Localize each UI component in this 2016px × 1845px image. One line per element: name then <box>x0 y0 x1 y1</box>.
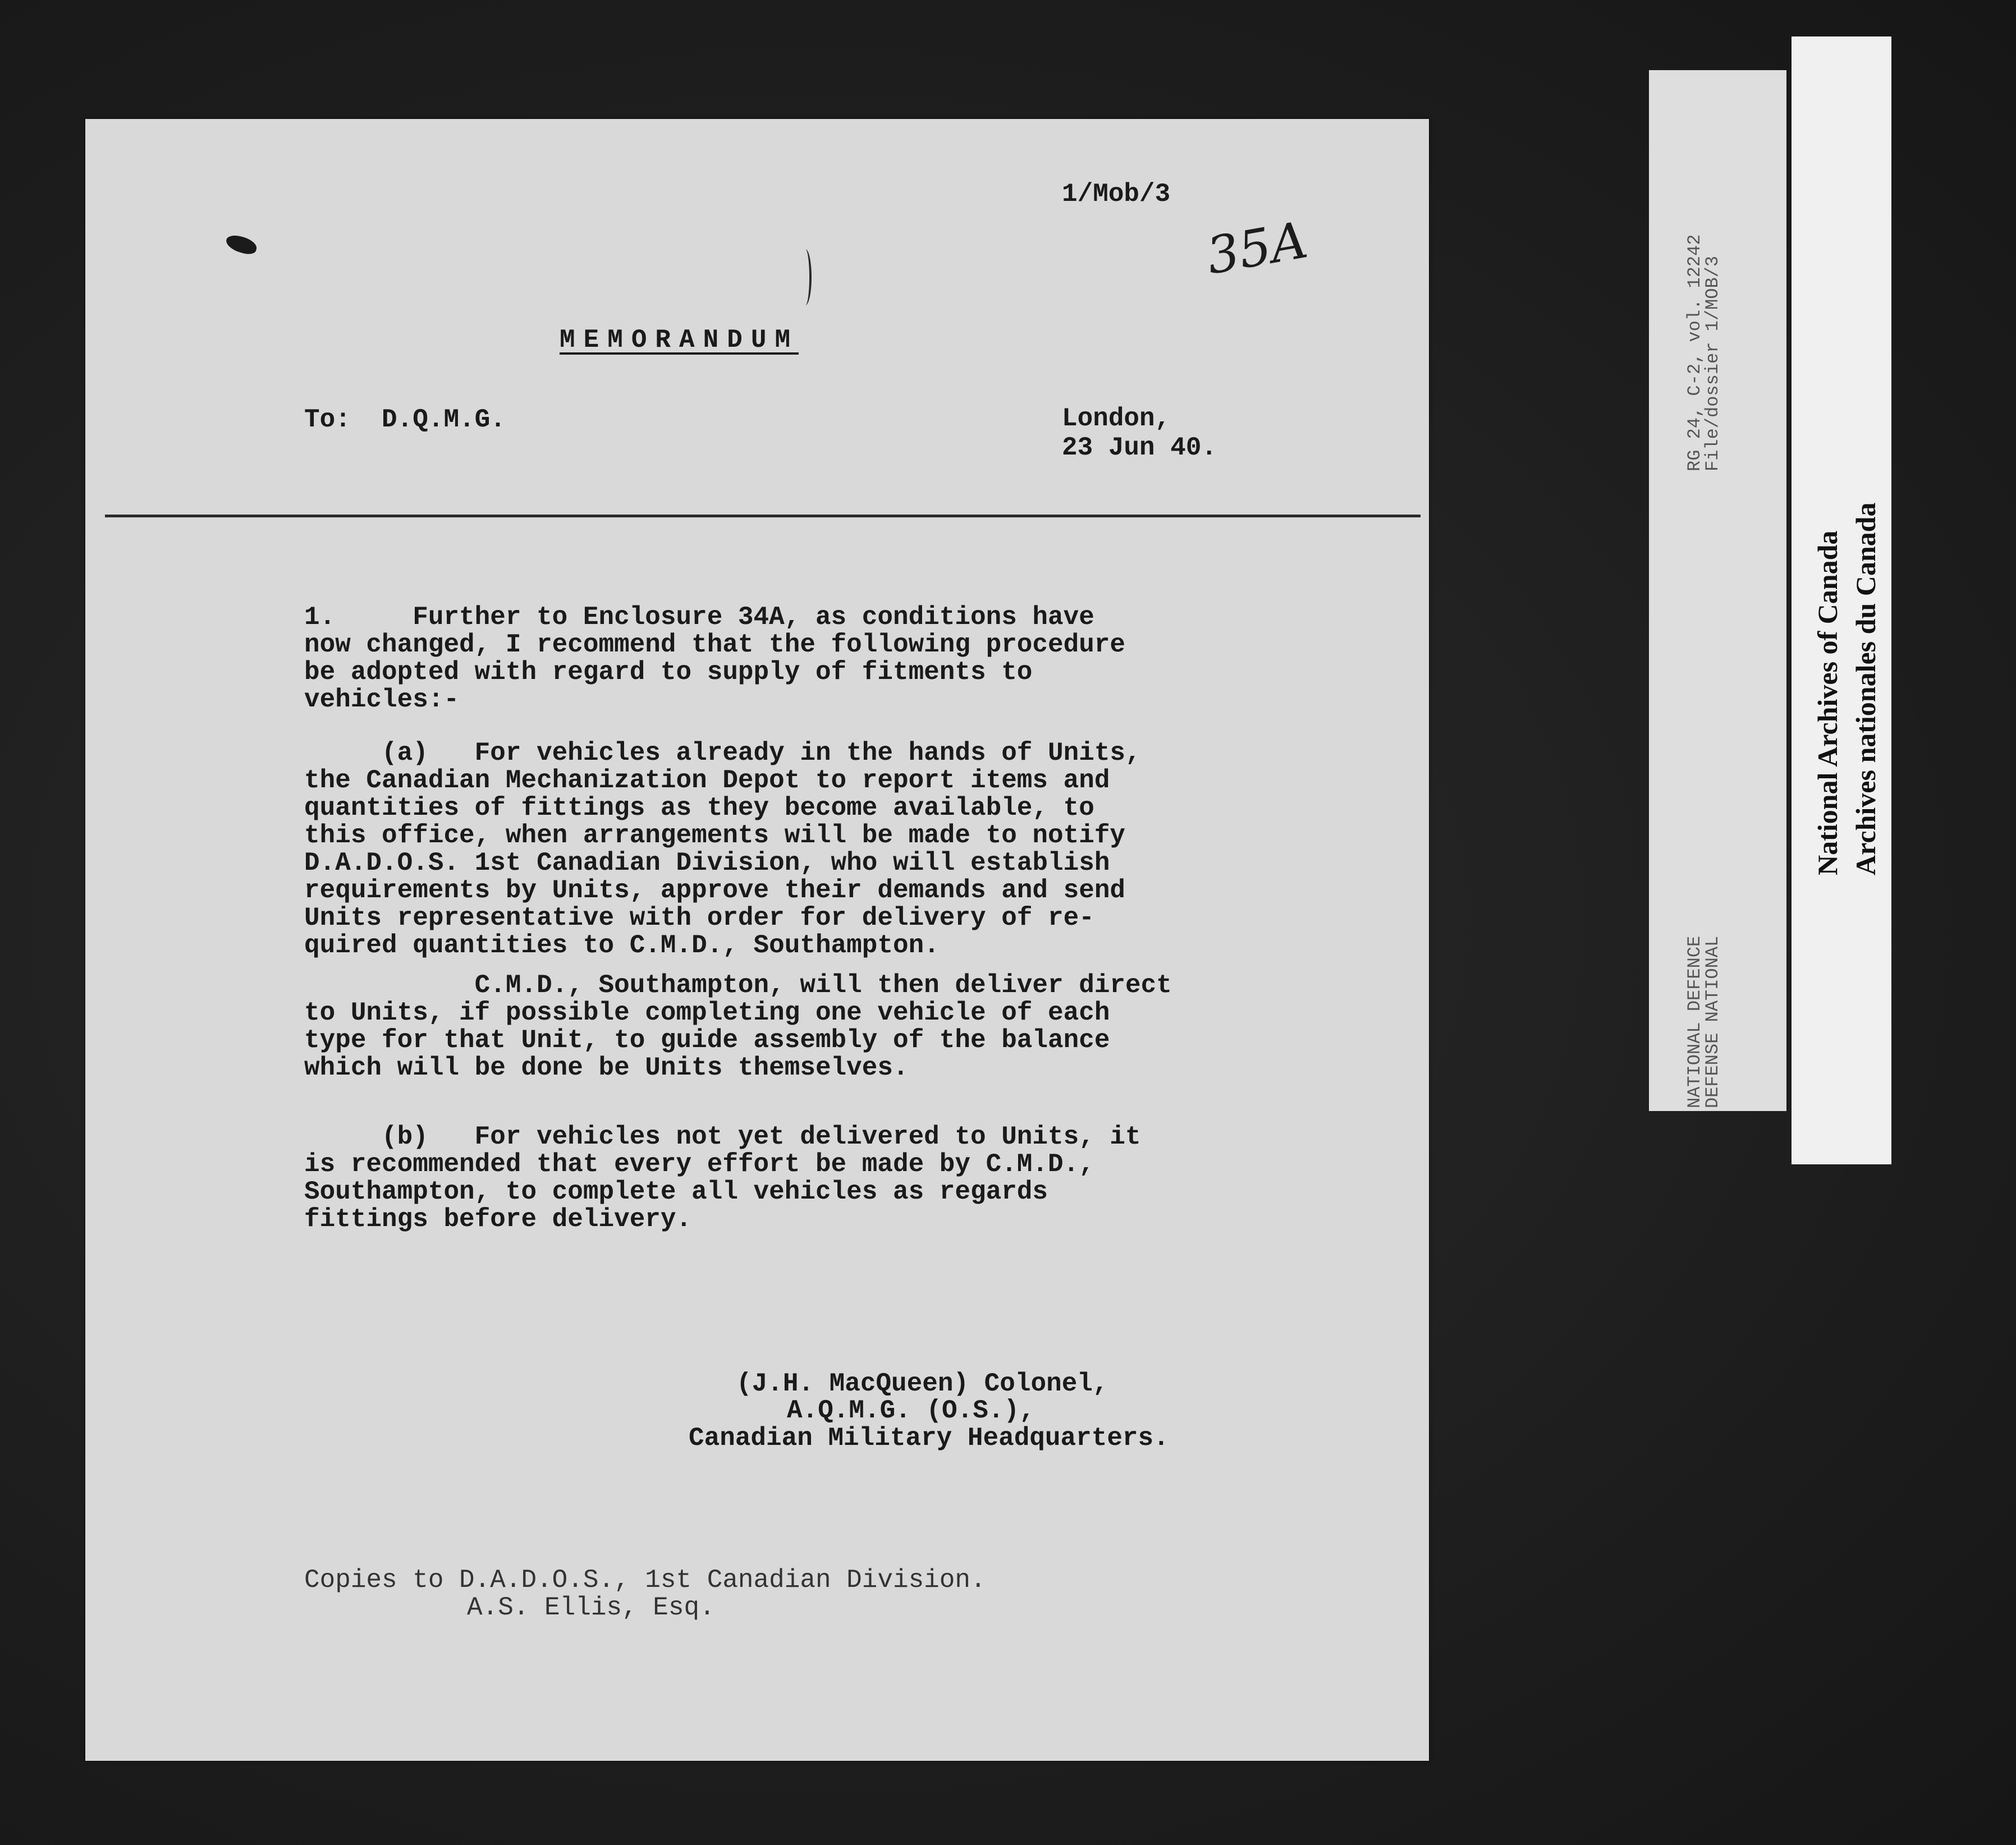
paragraph-1: 1. Further to Enclosure 34A, as conditions have now changed, I recommend that the following procedure be adopted with regard to supply of fitments to vehicles:- <box>304 603 1126 714</box>
ink-blot-mark <box>224 233 258 256</box>
addressee: To: D.Q.M.G. <box>304 405 506 434</box>
archives-name-label: National Archives of Canada Archives nationales du Canada <box>1812 502 1881 875</box>
paragraph-a: (a) For vehicles already in the hands of Units, the Canadian Mechanization Depot to report items and quantities of fittings as they become available, to this office, when arrangements will be made to notify D.A.D.O.S. 1st Canadian Division, who will establish requirements by Units, approve their demands and send Units representative with order for delivery of re- quired quantities to C.M.D., Southampton. <box>304 738 1141 960</box>
memorandum-page <box>85 119 1429 1761</box>
divider-rule <box>105 515 1421 517</box>
pencil-mark <box>799 249 812 305</box>
copies-line-1: Copies to D.A.D.O.S., 1st Canadian Division. <box>304 1566 986 1595</box>
signature-organization: Canadian Military Headquarters. <box>689 1424 1169 1453</box>
place: London, <box>1062 404 1171 433</box>
copies-line-2: A.S. Ellis, Esq. <box>467 1593 715 1622</box>
archive-reference-label: RG 24, C-2, vol. 12242 File/dossier 1/MOB/3 <box>1684 234 1723 471</box>
signature-name: (J.H. MacQueen) Colonel, <box>736 1369 1108 1398</box>
file-reference: 1/Mob/3 <box>1062 180 1171 209</box>
date: 23 Jun 40. <box>1062 433 1217 462</box>
department-label: NATIONAL DEFENCE DEFENSE NATIONAL <box>1684 935 1723 1108</box>
enclosure-annotation: 35A <box>1202 210 1312 286</box>
paragraph-a-continued: C.M.D., Southampton, will then deliver direct to Units, if possible completing one vehicle of each type for that Unit, to guide assembly of the balance which will be done be Units themselves. <box>304 971 1172 1082</box>
paragraph-b: (b) For vehicles not yet delivered to Units, it is recommended that every effort be made by C.M.D., Southampton, to complete all vehicles as regards fittings before delivery. <box>304 1122 1141 1234</box>
signature-title: A.Q.M.G. (O.S.), <box>787 1396 1035 1425</box>
page-title: MEMORANDUM <box>560 325 799 355</box>
